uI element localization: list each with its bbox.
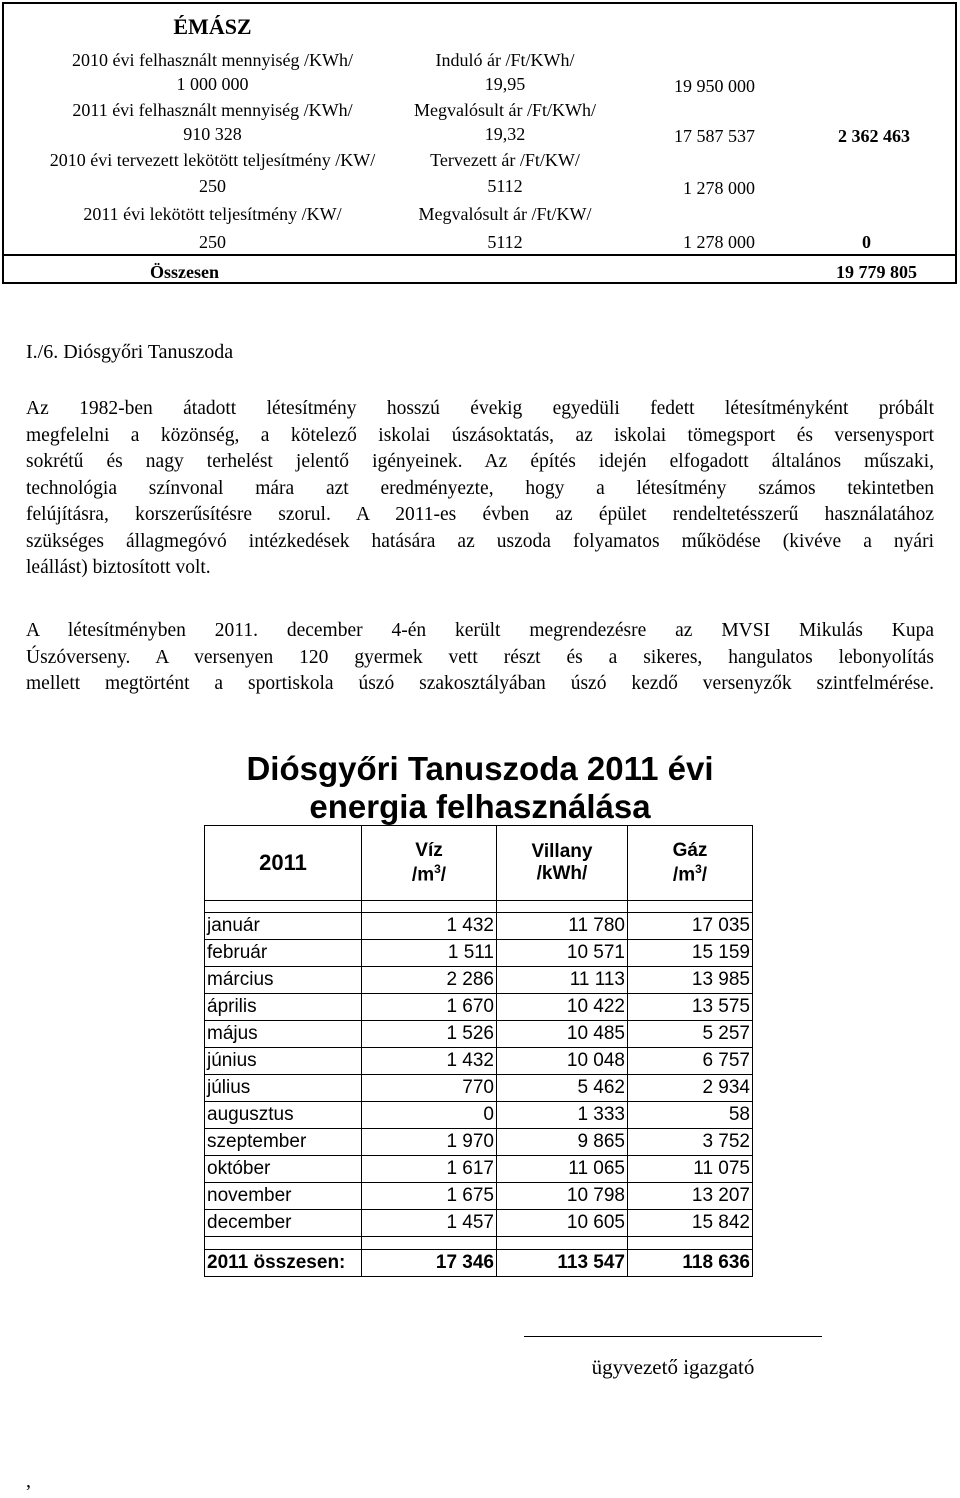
energy-table (204, 825, 753, 1277)
emasz-title: ÉMÁSZ (173, 14, 252, 39)
gaz-cell: 5 257 (628, 1021, 753, 1048)
emasz-total-label: Összesen (150, 262, 219, 282)
month-cell: december (205, 1210, 362, 1237)
viz-cell: 770 (362, 1075, 497, 1102)
villany-cell: 1 333 (497, 1102, 628, 1129)
emasz-difference: 2 362 463 (838, 126, 910, 146)
emasz-price-label: Megvalósult ár /Ft/KWh/ (414, 100, 596, 120)
month-row (205, 1048, 753, 1075)
viz-cell: 1 970 (362, 1129, 497, 1156)
gaz-cell: 58 (628, 1102, 753, 1129)
viz-header-label: Víz (415, 839, 443, 861)
paragraph-line: A létesítményben 2011. december 4-én került megrendezésre az MVSI Mikulás Kupa (26, 620, 934, 641)
month-row (205, 967, 753, 994)
month-row (205, 1129, 753, 1156)
emasz-price-value: 19,95 (484, 74, 526, 94)
paragraph-line: szükséges állagmegóvó intézkedések hatására az uszoda folyamatos működése (kivéve a nyári (26, 530, 934, 552)
energy-title-line: energia felhasználása (309, 788, 651, 825)
villany-cell: 11 065 (497, 1156, 628, 1183)
total-viz: 17 346 (362, 1250, 497, 1277)
emasz-amount: 1 278 000 (683, 178, 755, 198)
year-header: 2011 (205, 826, 362, 901)
gaz-cell: 15 842 (628, 1210, 753, 1237)
month-cell: január (205, 913, 362, 940)
month-row (205, 940, 753, 967)
gaz-cell: 15 159 (628, 940, 753, 967)
gaz-cell: 6 757 (628, 1048, 753, 1075)
paragraph-line: sokrétű és nagy terhelést jelentő igényeinek. Az építés idején elfogadott általános műszaki, (26, 451, 934, 472)
emasz-row-value: 250 (199, 232, 226, 252)
villany-cell: 10 798 (497, 1183, 628, 1210)
villany-cell: 11 113 (497, 967, 628, 994)
emasz-price-label: Megvalósult ár /Ft/KW/ (418, 204, 592, 224)
paragraph-line: mellett megtörtént a sportiskola úszó szakosztályában úszó kezdő versenyzők szintfelmérése. (26, 673, 934, 694)
month-row (205, 1183, 753, 1210)
villany-header-unit: /kWh/ (536, 863, 588, 884)
viz-cell: 1 670 (362, 994, 497, 1021)
emasz-row-label: 2011 évi felhasznált mennyiség /KWh/ (72, 100, 353, 120)
month-row (205, 1021, 753, 1048)
gaz-header-label: Gáz (672, 839, 708, 861)
emasz-amount: 1 278 000 (683, 232, 755, 252)
energy-title-line: Diósgyőri Tanuszoda 2011 évi (246, 750, 714, 787)
paragraph-event (26, 618, 934, 698)
gaz-cell: 13 985 (628, 967, 753, 994)
villany-cell: 5 462 (497, 1075, 628, 1102)
villany-cell: 10 422 (497, 994, 628, 1021)
spacer-row (205, 901, 753, 913)
spacer-row (205, 1237, 753, 1250)
emasz-row-label: 2011 évi lekötött teljesítmény /KW/ (83, 204, 342, 224)
emasz-total-value: 19 779 805 (836, 262, 917, 282)
gaz-header-unit: $/m^3/$ (672, 861, 708, 886)
month-cell: július (205, 1075, 362, 1102)
viz-cell: 0 (362, 1102, 497, 1129)
month-cell: március (205, 967, 362, 994)
gaz-cell: 17 035 (628, 913, 753, 940)
month-cell: május (205, 1021, 362, 1048)
gaz-cell: 13 207 (628, 1183, 753, 1210)
villany-cell: 10 485 (497, 1021, 628, 1048)
month-row (205, 913, 753, 940)
paragraph-line: megfelelni a közönség, a kötelező iskolai úszásoktatás, az iskolai tömegsport és versenysport (26, 424, 934, 446)
villany-cell: 10 571 (497, 940, 628, 967)
villany-header-label: Villany (531, 841, 593, 862)
total-gaz: 118 636 (628, 1250, 753, 1277)
emasz-row-label: 2010 évi felhasznált mennyiség /KWh/ (72, 50, 353, 70)
viz-cell: 2 286 (362, 967, 497, 994)
emasz-difference: 0 (862, 232, 871, 252)
month-row (205, 1156, 753, 1183)
emasz-row-value: 910 328 (183, 124, 242, 144)
energy-table-title (200, 750, 760, 826)
villany-cell: 10 605 (497, 1210, 628, 1237)
signature-title: ügyvezető igazgató (591, 1355, 755, 1379)
viz-cell: 1 511 (362, 940, 497, 967)
gaz-header (628, 826, 753, 901)
emasz-row-value: 250 (199, 176, 226, 196)
gaz-cell: 13 575 (628, 994, 753, 1021)
emasz-row-value: 1 000 000 (176, 74, 249, 94)
emasz-price-label: Induló ár /Ft/KWh/ (435, 50, 575, 70)
emasz-amount: 19 950 000 (674, 76, 755, 96)
month-cell: április (205, 994, 362, 1021)
paragraph-line: technológia színvonal mára azt eredményezte, hogy a létesítmény számos tekintetben (26, 477, 934, 499)
villany-cell: 9 865 (497, 1129, 628, 1156)
month-row (205, 1210, 753, 1237)
month-row (205, 994, 753, 1021)
total-villany: 113 547 (497, 1250, 628, 1277)
viz-cell: 1 432 (362, 1048, 497, 1075)
villany-cell: 10 048 (497, 1048, 628, 1075)
month-cell: június (205, 1048, 362, 1075)
month-cell: szeptember (205, 1129, 362, 1156)
villany-cell: 11 780 (497, 913, 628, 940)
total-row (205, 1250, 753, 1277)
paragraph-line: Az 1982-ben átadott létesítmény hosszú évekig egyedüli fedett létesítményként próbált (26, 398, 934, 419)
gaz-cell: 11 075 (628, 1156, 753, 1183)
viz-cell: 1 432 (362, 913, 497, 940)
month-row (205, 1102, 753, 1129)
viz-header (362, 826, 497, 901)
villany-header (497, 826, 628, 901)
emasz-price-label: Tervezett ár /Ft/KW/ (430, 150, 580, 170)
viz-header-unit: $/m^3/$ (411, 861, 447, 886)
month-row (205, 1075, 753, 1102)
emasz-row-label: 2010 évi tervezett lekötött teljesítmény /KW/ (49, 150, 376, 170)
month-cell: február (205, 940, 362, 967)
viz-cell: 1 526 (362, 1021, 497, 1048)
month-cell: augusztus (205, 1102, 362, 1129)
emasz-amount: 17 587 537 (674, 126, 755, 146)
emasz-total-divider (2, 254, 957, 256)
paragraph-description (26, 396, 934, 582)
viz-cell: 1 457 (362, 1210, 497, 1237)
section-heading: I./6. Diósgyőri Tanuszoda (26, 341, 234, 363)
emasz-price-value: 5112 (487, 232, 523, 252)
paragraph-line: leállást) biztosított volt. (26, 557, 211, 578)
paragraph-line: Úszóverseny. A versenyen 120 gyermek vett részt és a sikeres, hangulatos lebonyolítás (26, 646, 934, 668)
emasz-price-value: 19,32 (484, 124, 526, 144)
signature-line (524, 1336, 822, 1337)
viz-cell: 1 675 (362, 1183, 497, 1210)
month-cell: november (205, 1183, 362, 1210)
total-label: 2011 összesen: (205, 1250, 362, 1277)
emasz-price-value: 5112 (487, 176, 523, 196)
energy-header-row (205, 826, 753, 901)
gaz-cell: 3 752 (628, 1129, 753, 1156)
footer-mark: , (26, 1470, 31, 1492)
month-cell: október (205, 1156, 362, 1183)
viz-cell: 1 617 (362, 1156, 497, 1183)
paragraph-line: felújításra, korszerűsítésre szorul. A 2011-es évben az épület rendeltetésszerű használatához (26, 504, 934, 525)
gaz-cell: 2 934 (628, 1075, 753, 1102)
